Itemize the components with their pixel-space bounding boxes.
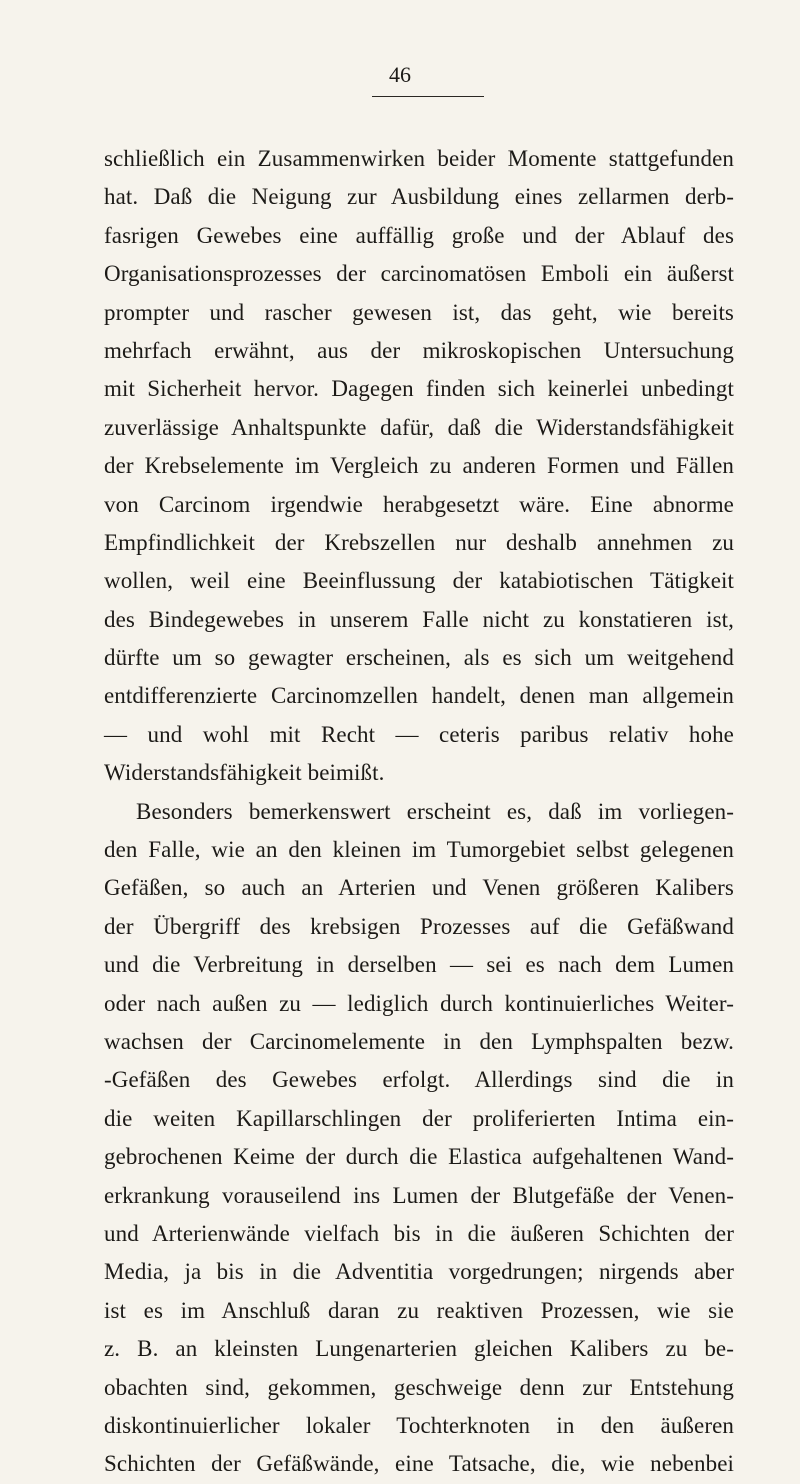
text-line: entdifferenzierte Carcinomzellen handelt, denen man allgemein — [104, 683, 734, 709]
text-line: dürfte um so gewagter erscheinen, als es sich um weitgehend — [104, 645, 734, 671]
text-line: hat. Daß die Neigung zur Ausbildung eines zellarmen derb- — [104, 184, 734, 210]
text-line: und die Verbreitung in derselben — sei es nach dem Lumen — [104, 952, 734, 978]
text-line: wollen, weil eine Beeinflussung der katabiotischen Tätigkeit — [104, 568, 734, 594]
text-line: oder nach außen zu — lediglich durch kontinuierliches Weiter- — [104, 990, 734, 1016]
text-line: von Carcinom irgendwie herabgesetzt wäre. Eine abnorme — [104, 491, 734, 517]
text-line: Schichten der Gefäßwände, eine Tatsache, die, wie nebenbei — [104, 1451, 734, 1477]
body-text — [104, 140, 734, 1484]
text-line: den Falle, wie an den kleinen im Tumorgebiet selbst gelegenen — [104, 837, 734, 863]
text-line: zuverlässige Anhaltspunkte dafür, daß die Widerstandsfähigkeit — [104, 414, 734, 440]
text-line: Gefäßen, so auch an Arterien und Venen größeren Kalibers — [104, 875, 734, 901]
text-line: gebrochenen Keime der durch die Elastica aufgehaltenen Wand- — [104, 1144, 734, 1170]
text-line: schließlich ein Zusammenwirken beider Momente stattgefunden — [104, 146, 734, 171]
text-line: Empfindlichkeit der Krebszellen nur deshalb annehmen zu — [104, 529, 734, 555]
text-line: der Krebselemente im Vergleich zu anderen Formen und Fällen — [104, 453, 734, 479]
text-line: Media, ja bis in die Adventitia vorgedrungen; nirgends aber — [104, 1259, 734, 1285]
text-line: mehrfach erwähnt, aus der mikroskopischen Untersuchung — [104, 337, 734, 363]
text-line: ist es im Anschluß daran zu reaktiven Prozessen, wie sie — [104, 1297, 734, 1323]
text-line: z. B. an kleinsten Lungenarterien gleichen Kalibers zu be- — [104, 1336, 734, 1362]
header-rule — [372, 96, 484, 97]
text-line: die weiten Kapillarschlingen der proliferierten Intima ein- — [104, 1105, 734, 1131]
text-line: der Übergriff des krebsigen Prozesses auf die Gefäßwand — [104, 913, 734, 939]
text-line: fasrigen Gewebes eine auffällig große und der Ablauf des — [104, 222, 734, 248]
page-number: 46 — [389, 62, 411, 87]
text-line: -Gefäßen des Gewebes erfolgt. Allerdings sind die in — [104, 1067, 734, 1093]
text-line: Besonders bemerkenswert erscheint es, daß im vorliegen- — [136, 798, 734, 824]
text-line: und Arterienwände vielfach bis in die äußeren Schichten der — [104, 1220, 734, 1246]
text-line: Widerstandsfähigkeit beimißt. — [104, 760, 385, 786]
text-line: prompter und rascher gewesen ist, das geht, wie bereits — [104, 299, 734, 325]
text-line: erkrankung vorauseilend ins Lumen der Blutgefäße der Venen- — [104, 1182, 734, 1208]
text-line: des Bindegewebes in unserem Falle nicht zu konstatieren ist, — [104, 606, 734, 632]
text-line: obachten sind, gekommen, geschweige denn zur Entstehung — [104, 1374, 734, 1400]
text-line: diskontinuierlicher lokaler Tochterknoten in den äußeren — [104, 1412, 734, 1438]
text-line: — und wohl mit Recht — ceteris paribus relativ hohe — [104, 721, 734, 747]
text-line: mit Sicherheit hervor. Dagegen finden sich keinerlei unbedingt — [104, 376, 734, 402]
text-line: wachsen der Carcinomelemente in den Lymphspalten bezw. — [104, 1028, 734, 1054]
text-line: Organisationsprozesses der carcinomatösen Emboli ein äußerst — [104, 261, 734, 287]
